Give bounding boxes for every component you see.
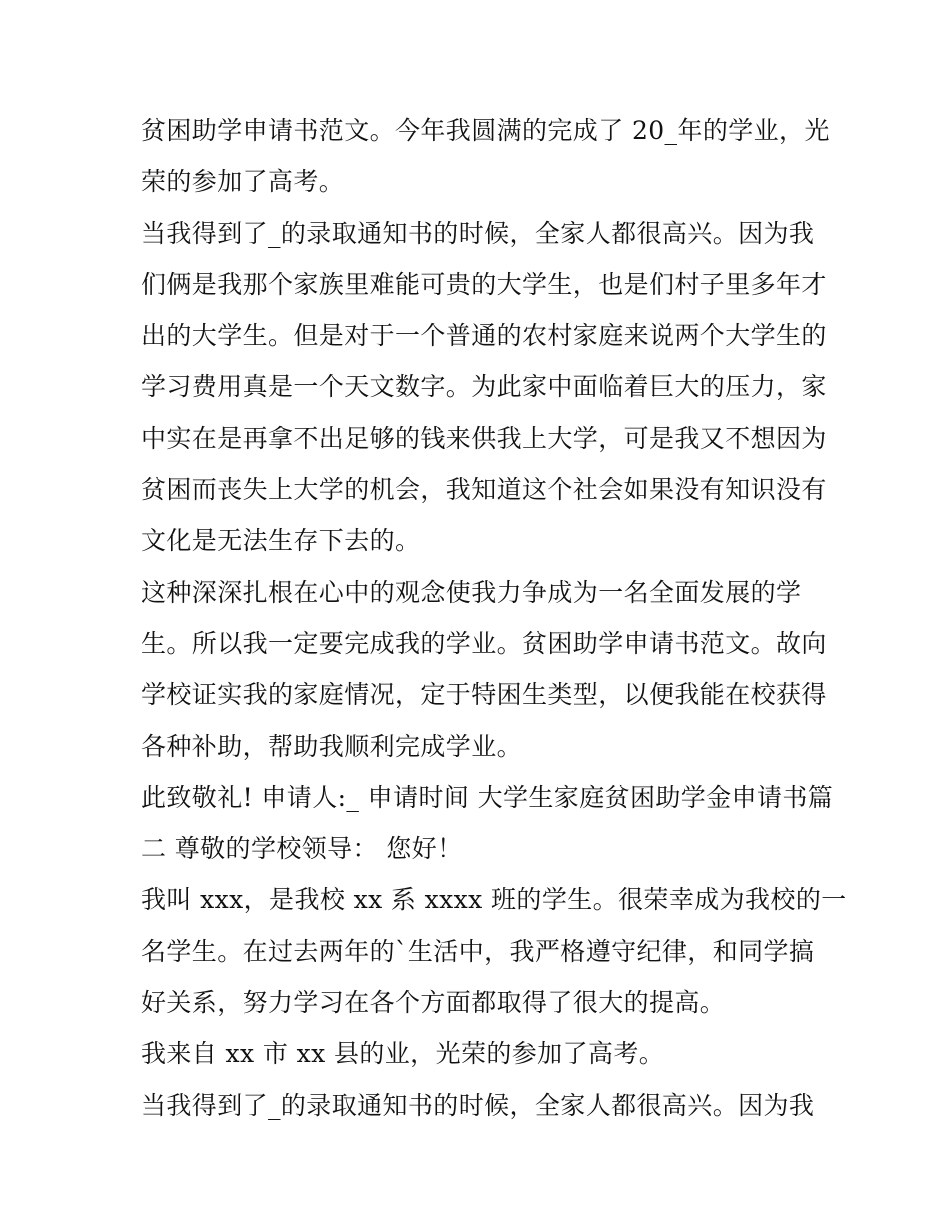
text-line: 当我得到了_的录取通知书的时候，全家人都很高兴。因为我 — [141, 1090, 815, 1120]
text-line: 当我得到了_的录取通知书的时候，全家人都很高兴。因为我 — [141, 218, 815, 248]
text-line: 此致敬礼! 申请人:_ 申请时间 大学生家庭贫困助学金申请书篇 — [141, 782, 834, 812]
text-line: 名学生。在过去两年的`生活中，我严格遵守纪律，和同学搞 — [141, 936, 815, 966]
text-line: 学习费用真是一个天文数字。为此家中面临着巨大的压力，家 — [141, 372, 827, 402]
text-line: 贫困助学申请书范文。今年我圆满的完成了 20_年的学业，光 — [141, 116, 830, 145]
text-line: 各种补助，帮助我顺利完成学业。 — [141, 731, 523, 761]
text-line: 文化是无法生存下去的。 — [141, 526, 421, 556]
text-line: 荣的参加了高考。 — [141, 167, 345, 197]
text-line: 出的大学生。但是对于一个普通的农村家庭来说两个大学生的 — [141, 321, 827, 351]
text-line: 二 尊敬的学校领导： 您好！ — [141, 834, 463, 864]
text-line: 好关系，努力学习在各个方面都取得了很大的提高。 — [141, 988, 726, 1018]
text-line: 生。所以我一定要完成我的学业。贫困助学申请书范文。故向 — [141, 628, 827, 658]
text-line: 我叫 xxx，是我校 xx 系 xxxx 班的学生。很荣幸成为我校的一 — [141, 885, 847, 915]
text-line: 学校证实我的家庭情况，定于特困生类型，以便我能在校获得 — [141, 680, 827, 710]
text-line: 中实在是再拿不出足够的钱来供我上大学，可是我又不想因为 — [141, 423, 827, 453]
text-line: 这种深深扎根在心中的观念使我力争成为一名全面发展的学 — [141, 577, 802, 607]
text-line: 我来自 xx 市 xx 县的业，光荣的参加了高考。 — [141, 1039, 665, 1069]
text-line: 贫困而丧失上大学的机会，我知道这个社会如果没有知识没有 — [141, 475, 827, 505]
text-line: 们俩是我那个家族里难能可贵的大学生，也是们村子里多年才 — [141, 269, 827, 299]
document-body — [141, 105, 847, 1131]
